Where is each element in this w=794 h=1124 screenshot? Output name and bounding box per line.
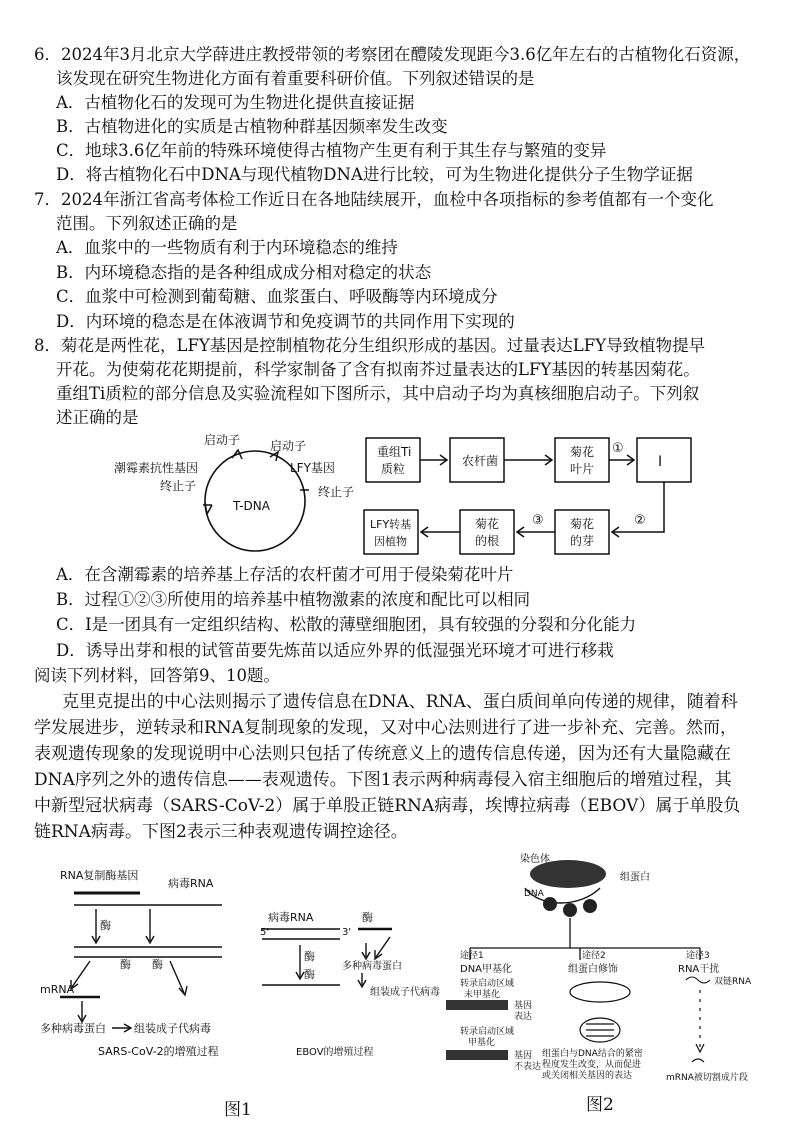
bud-label-b: 的芽 [570,534,595,548]
dna-methylation-label: DNA甲基化 [460,964,513,975]
dna-label: DNA [524,889,544,899]
recombinant-ti-label-a: 重组Ti [377,445,412,459]
unmethylated-label-b: 未甲基化 [464,990,501,1000]
methylated-label-b: 甲基化 [468,1038,496,1048]
unmethylated-label-a: 转录启动区域 [460,979,515,989]
figure-1 [0,855,460,1070]
ebov-5-prime-1: 5' [260,927,270,938]
sars-cov-2-diagram [60,893,222,1032]
t-dna-plasmid [114,432,354,551]
unmethylated-dna-bar [446,1000,508,1010]
promoter-label-2: 启动子 [270,439,307,453]
rnai-arrows [692,990,704,1062]
rna-replicase-gene-label: RNA复制酶基因 [60,869,139,882]
passage-line-3: 表观遗传现象的发现说明中心法则只包括了传统意义上的遗传信息传递，因为还有大量隐藏在 [34,744,731,764]
terminator-label-1: 终止子 [160,479,197,493]
terminator-label-2: 终止子 [318,485,355,499]
q7-option-d: D．内环境的稳态是在体液调节和免疫调节的共同作用下实现的 [56,312,515,331]
q7-stem-line-2: 范围。下列叙述正确的是 [56,214,238,233]
figure-2 [430,848,794,1088]
q8-option-d: D．诱导出芽和根的试管苗要先炼苗以适应外界的低湿强光环境才可进行移栽 [56,641,614,660]
histone-desc-line-2: 程度发生改变，从而促进 [542,1060,642,1070]
q7-stem-line-1: 7．2024年浙江省高考体检工作近日在各地陆续展开，血检中各项指标的参考值都有一个变化 [34,190,714,209]
methylated-label-a: 转录启动区域 [460,1027,515,1037]
q8-option-b: B．过程①②③所使用的培养基中植物激素的浓度和配比可以相同 [56,590,531,609]
lfy-gene-label: LFY基因 [290,461,335,475]
viral-rna-label-ebov: 病毒RNA [268,911,314,924]
enzyme-label-ebov-1: 酶 [304,950,315,963]
enzyme-label-ebov-3: 酶 [362,911,373,924]
q8-stem-line-4: 述正确的是 [56,408,139,427]
path-3-label: 途径3 [686,951,710,961]
viral-rna-label-sars: 病毒RNA [168,877,214,890]
histone-desc-line-1: 组蛋白与DNA结合的紧密 [542,1049,643,1059]
assemble-label-ebov: 组装成子代病毒 [370,987,440,998]
q6-option-b: B．古植物进化的实质是古植物种群基因频率发生改变 [56,117,448,136]
ebov-diagram [262,929,392,987]
transgenic-label-a: LFY转基 [370,518,412,531]
q6-stem-line-1: 6．2024年3月北京大学薛进庄教授带领的考察团在醴陵发现距今3.6亿年左右的古植物化石资源， [34,45,751,64]
q7-option-c: C．血浆中可检测到葡萄糖、血浆蛋白、呼吸酶等内环境成分 [56,287,498,306]
histone-label: 组蛋白 [620,872,650,883]
stage-one-label: Ⅰ [658,454,663,470]
ebov-caption: EBOV的增殖过程 [296,1047,374,1058]
q8-option-c: C．Ⅰ是一团具有一定组织结构、松散的薄壁细胞团，具有较强的分裂和分化能力 [56,615,637,634]
histone-coil-icon [570,982,630,1042]
root-label-b: 的根 [475,534,500,548]
q6-option-c: C．地球3.6亿年前的特殊环境使得古植物产生更有利于其生存与繁殖的变异 [56,141,607,160]
q7-option-b: B．内环境稳态指的是各种组成成分相对稳定的状态 [56,263,432,282]
passage-line-2: 学发展进步，逆转录和RNA复制现象的发现，又对中心法则进行了进一步补充、完善。然而， [34,718,737,738]
hygromycin-resistance-label: 潮霉素抗性基因 [114,461,199,475]
rna-interference-label: RNA干扰 [678,964,720,975]
passage-line-4: DNA序列之外的遗传信息——表观遗传。下图1表示两种病毒侵入宿主细胞后的增殖过程，其 [34,770,732,790]
transgenic-label-b: 因植物 [374,535,407,548]
sars-caption: SARS-CoV-2的增殖过程 [98,1045,219,1058]
assemble-label-sars: 组装成子代病毒 [134,1022,211,1035]
t-dna-label: T-DNA [233,499,270,513]
viral-proteins-label-sars: 多种病毒蛋白 [40,1022,106,1035]
step-3-marker: ③ [532,513,544,528]
enzyme-label-ebov-2: 酶 [304,968,315,981]
passage-line-6: 链RNA病毒。下图2表示三种表观遗传调控途径。 [34,822,408,842]
path-2-label: 途径2 [582,951,606,961]
q8-stem-line-3: 重组Ti质粒的部分信息及实验流程如下图所示，其中启动子均为真核细胞启动子。下列叙 [56,384,700,403]
promoter-label-1: 启动子 [204,433,241,447]
expression-label-a: 基因 [514,1001,533,1011]
chromosome-label: 染色体 [520,854,550,865]
q8-figure [0,428,794,563]
enzyme-label-sars-1: 酶 [100,919,111,932]
path-1-label: 途径1 [460,951,484,961]
step-1-marker: ① [612,441,624,456]
recombinant-ti-label-b: 质粒 [381,462,406,476]
dsrna-label: 双链RNA [714,977,752,987]
q8-stem-line-1: 8．菊花是两性花，LFY基因是控制植物花分生组织形成的基因。过量表达LFY导致植物提早 [34,336,706,355]
leaf-label-b: 叶片 [570,462,595,476]
histone-desc-line-3: 或关闭相关基因的表达 [542,1071,633,1081]
process-flowchart [364,438,691,554]
root-label-a: 菊花 [475,517,500,531]
methylated-dna-bar [446,1050,508,1060]
bud-label-a: 菊花 [570,517,595,531]
no-expression-label-b: 不表达 [514,1062,542,1072]
dsrna-icon [686,977,710,983]
ebov-3-prime-1: 3' [342,927,352,938]
q8-stem-line-2: 开花。为使菊花花期提前，科学家制备了含有拟南芥过量表达的LFY基因的转基因菊花。 [56,360,700,379]
q7-option-a: A．血浆中的一些物质有利于内环境稳态的维持 [56,238,398,257]
no-expression-label-a: 基因 [514,1051,533,1061]
figure-2-label: 图2 [586,1095,614,1115]
agrobacterium-label: 农杆菌 [462,454,499,468]
viral-proteins-label-ebov: 多种病毒蛋白 [342,961,402,972]
reading-intro: 阅读下列材料，回答第9、10题。 [34,666,280,685]
q6-option-a: A．古植物化石的发现可为生物进化提供直接证据 [56,93,415,112]
leaf-label-a: 菊花 [570,445,595,459]
passage-line-1: 克里克提出的中心法则揭示了遗传信息在DNA、RNA、蛋白质间单向传递的规律，随着科 [62,692,738,712]
mrna-cut-label: mRNA被切割成片段 [666,1073,748,1083]
q6-option-d: D．将古植物化石中DNA与现代植物DNA进行比较，可为生物进化提供分子生物学证据 [56,165,693,184]
expression-label-b: 表达 [514,1012,533,1022]
enzyme-label-sars-2: 酶 [120,958,131,971]
q8-option-a: A．在含潮霉素的培养基上存活的农杆菌才可用于侵染菊花叶片 [56,565,514,584]
figure-1-label: 图1 [224,1100,252,1120]
mrna-label-sars: mRNA [40,983,75,996]
passage-line-5: 中新型冠状病毒（SARS-CoV-2）属于单股正链RNA病毒，埃博拉病毒（EBOV）属于单股负 [34,796,741,816]
histone-modification-label: 组蛋白修饰 [568,964,618,975]
step-2-marker: ② [634,513,646,528]
q6-stem-line-2: 该发现在研究生物进化方面有着重要科研价值。下列叙述错误的是 [56,69,535,88]
enzyme-label-sars-3: 酶 [152,958,163,971]
